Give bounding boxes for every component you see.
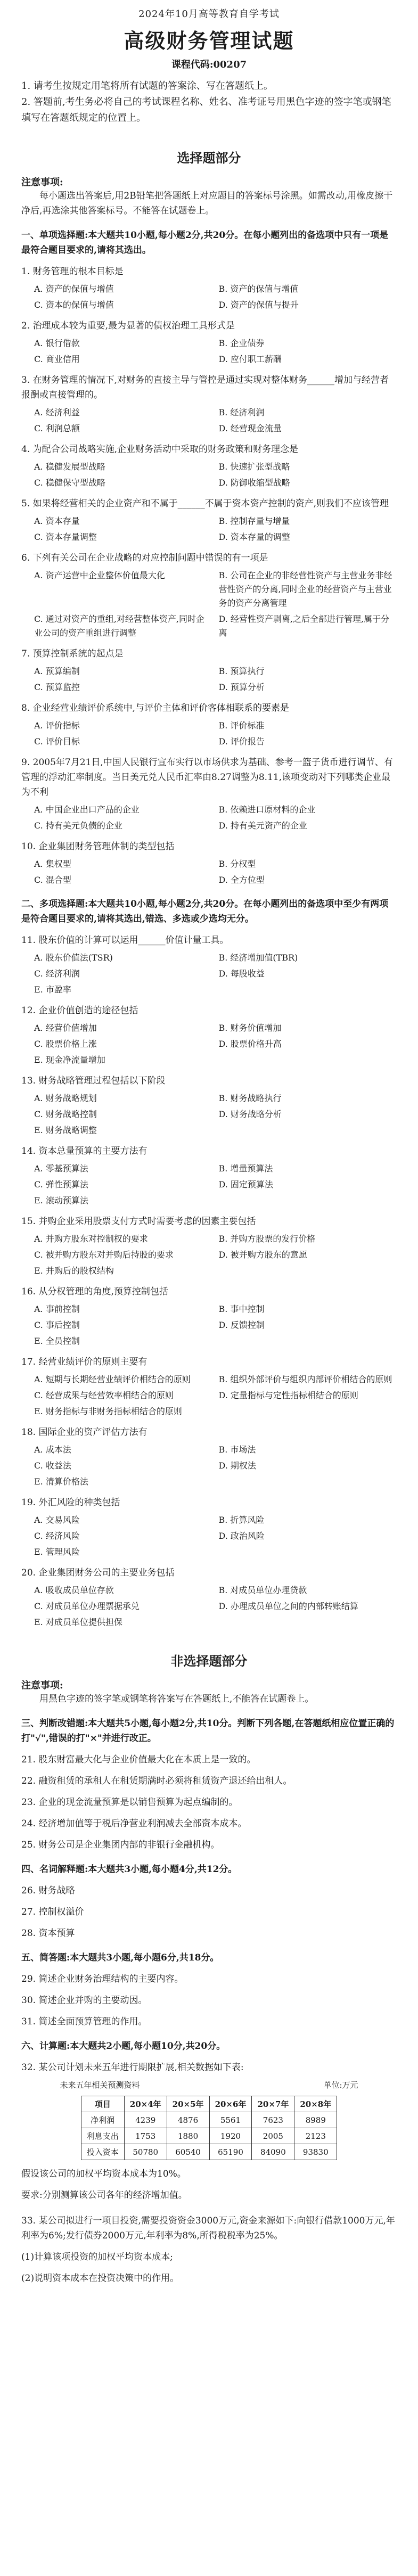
calc-2-req-2: (2)说明资本成本在投资决策中的作用。 xyxy=(21,2273,179,2284)
option: D. 经营现金流量 xyxy=(218,423,282,433)
option: A. 稳健发展型战略 xyxy=(34,462,105,472)
table-cell: 60540 xyxy=(167,2144,209,2160)
option: E. 对成员单位提供担保 xyxy=(34,1617,122,1627)
option: C. 经济利润 xyxy=(34,969,80,979)
exam-session: 2024年10月高等教育自学考试 xyxy=(138,9,280,20)
option: A. 事前控制 xyxy=(34,1304,80,1314)
short-list xyxy=(21,1972,397,2029)
table-header-cell: 20×6年 xyxy=(209,2096,252,2112)
option-list xyxy=(34,1373,397,1418)
option-list xyxy=(34,719,397,749)
option: B. 增量预算法 xyxy=(218,1163,273,1174)
attention-text: 每小题选出答案后,用2B铅笔把答题纸上对应题目的答案标号涂黑。如需改动,用橡皮擦干净后,再选涂其他答案标号。不能答在试题卷上。 xyxy=(21,191,393,216)
option: E. 滚动预算法 xyxy=(34,1195,88,1205)
option: B. 事中控制 xyxy=(218,1304,265,1314)
option: A. 零基预算法 xyxy=(34,1163,88,1174)
option: A. 经济利益 xyxy=(34,407,80,417)
term-item: 26. 财务战略 xyxy=(21,1885,75,1896)
table-cell: 65190 xyxy=(209,2144,252,2160)
option: A. 集权型 xyxy=(34,859,71,869)
judge-item: 21. 股东财富最大化与企业价值最大化在本质上是一致的。 xyxy=(21,1754,256,1765)
question xyxy=(21,1003,397,1067)
option-list xyxy=(34,1092,397,1137)
question-stem: 9. 2005年7月21日,中国人民银行宣布实行以市场供求为基础、参考一篮子货币进行调节、有管理的浮动汇率制度。当日美元兑人民币汇率由8.27调整为8.11,该项变动对下列哪类企业最为不利 xyxy=(21,757,393,798)
calc-1-stem: 32. 某公司计划未来五年进行期限扩展,相关数据如下表: xyxy=(21,2062,244,2073)
option: B. 市场法 xyxy=(218,1445,256,1455)
table-cell: 5561 xyxy=(209,2112,252,2128)
instructions xyxy=(21,78,397,126)
option-list xyxy=(34,1021,397,1067)
option: B. 对成员单位办理贷款 xyxy=(218,1585,307,1595)
option: C. 资本的保值与增值 xyxy=(34,300,114,310)
forecast-table xyxy=(81,2096,337,2160)
option: B. 经济利润 xyxy=(218,407,265,417)
question-stem: 1. 财务管理的根本目标是 xyxy=(21,266,124,277)
table-header-cell: 项目 xyxy=(81,2096,124,2112)
option: A. 财务战略规划 xyxy=(34,1093,97,1103)
option: C. 评价目标 xyxy=(34,736,80,746)
table-header-cell: 20×5年 xyxy=(167,2096,209,2112)
table-cell: 净利润 xyxy=(81,2112,124,2128)
option: D. 被并购方股东的意愿 xyxy=(218,1250,307,1260)
option-list xyxy=(34,1302,397,1348)
question xyxy=(21,839,397,887)
table-cell: 1920 xyxy=(209,2128,252,2144)
option: B. 评价标准 xyxy=(218,720,265,731)
option: D. 资本存量的调整 xyxy=(218,532,290,542)
question xyxy=(21,1495,397,1559)
question-stem: 10. 企业集团财务管理体制的类型包括 xyxy=(21,841,175,852)
table-header-row xyxy=(81,2096,337,2112)
option-list xyxy=(34,1513,397,1559)
calc-1-note-1: 假设该公司的加权平均资本成本为10%。 xyxy=(21,2169,186,2179)
option: B. 折算风险 xyxy=(218,1515,265,1525)
table-caption: 未来五年相关预测资料 xyxy=(60,2080,140,2090)
option: C. 弹性预算法 xyxy=(34,1179,88,1189)
option: D. 定量指标与定性指标相结合的原则 xyxy=(218,1390,358,1400)
option: D. 政治风险 xyxy=(218,1531,265,1541)
table-cell: 2123 xyxy=(294,2128,337,2144)
question-stem: 20. 企业集团财务公司的主要业务包括 xyxy=(21,1568,175,1578)
attention-title: 注意事项: xyxy=(21,177,63,188)
option: E. 并购后的股权结构 xyxy=(34,1266,114,1276)
option: B. 资产的保值与增值 xyxy=(218,284,299,294)
option: A. 成本法 xyxy=(34,1445,71,1455)
option: C. 通过对资产的重组,对经营整体资产,同时企业公司的资产重组进行调整 xyxy=(34,614,205,638)
option-list xyxy=(34,664,397,694)
calc-head: 六、计算题:本大题共2小题,每小题10分,共20分。 xyxy=(21,2041,226,2052)
question-stem: 13. 财务战略管理过程包括以下阶段 xyxy=(21,1076,166,1086)
question xyxy=(21,318,397,366)
question-stem: 5. 如果将经营相关的企业资产和不属于______不属于资本资产控制的资产,则我们不应该管理 xyxy=(21,498,389,509)
single-choice-list xyxy=(21,264,397,887)
question-stem: 14. 资本总量预算的主要方法有 xyxy=(21,1146,147,1156)
option: B. 快速扩张型战略 xyxy=(218,462,290,472)
option: C. 利润总额 xyxy=(34,423,80,433)
option: E. 现金净流量增加 xyxy=(34,1055,105,1065)
term-item: 27. 控制权溢价 xyxy=(21,1907,84,1917)
judge-item: 24. 经济增加值等于税后净营业利润减去全部资本成本。 xyxy=(21,1818,247,1829)
option: C. 混合型 xyxy=(34,875,71,885)
calc-2-stem: 33. 某公司拟进行一项目投资,需要投资资金3000万元,资金来源如下:向银行借款1000万元,年利率为6%;发行债券2000万元,年利率为8%,所得税税率为25%。 xyxy=(21,2216,395,2241)
question xyxy=(21,442,397,490)
judge-item: 22. 融资租赁的承租人在租赁期满时必须将租赁资产退还给出租人。 xyxy=(21,1776,292,1786)
calc-1-note-2: 要求:分别测算该公司各年的经济增加值。 xyxy=(21,2190,187,2201)
option: B. 公司在企业的非经营性资产与主营业务非经营性资产的分离,同时企业的经营资产与主营业务的资产分离管理 xyxy=(218,570,392,608)
option: D. 防御收缩型战略 xyxy=(218,478,290,488)
option: E. 清算价格法 xyxy=(34,1476,88,1487)
question-stem: 15. 并购企业采用股票支付方式时需要考虑的因素主要包括 xyxy=(21,1216,256,1227)
option: C. 被并购方股东对并购后持股的要求 xyxy=(34,1250,174,1260)
question-stem: 4. 为配合公司战略实施,企业财务活动中采取的财务政策和财务理念是 xyxy=(21,444,299,455)
option: C. 商业信用 xyxy=(34,354,80,364)
short-item: 30. 简述企业并购的主要动因。 xyxy=(21,1995,147,2006)
term-list xyxy=(21,1883,397,1941)
calc-2-req-1: (1)计算该项投资的加权平均资本成本; xyxy=(21,2252,173,2262)
option: C. 经济风险 xyxy=(34,1531,80,1541)
question-stem: 2. 治理成本较为重要,最为显著的债权治理工具形式是 xyxy=(21,321,235,331)
question xyxy=(21,1214,397,1278)
option: C. 资本存量调整 xyxy=(34,532,97,542)
table-row xyxy=(81,2112,337,2128)
option: A. 预算编制 xyxy=(34,666,80,676)
option: C. 经营成果与经营效率相结合的原则 xyxy=(34,1390,174,1400)
option: A. 吸收成员单位存款 xyxy=(34,1585,114,1595)
option: D. 经营性资产剥离,之后全部进行管理,属于分离 xyxy=(218,614,390,638)
table-cell: 8989 xyxy=(294,2112,337,2128)
table-cell: 2005 xyxy=(252,2128,294,2144)
table-header-cell: 20×8年 xyxy=(294,2096,337,2112)
option: E. 财务战略调整 xyxy=(34,1125,97,1135)
term-head: 四、名词解释题:本大题共3小题,每小题4分,共12分。 xyxy=(21,1864,237,1875)
question-stem: 3. 在财务管理的情况下,对财务的直接主导与管控是通过实现对整体财务______增加与经营者报酬或直接管理的。 xyxy=(21,375,389,400)
option: D. 固定预算法 xyxy=(218,1179,273,1189)
exam-title: 高级财务管理试题 xyxy=(124,29,294,53)
judge-head: 三、判断改错题:本大题共5小题,每小题2分,共10分。判断下列各题,在答题纸相应位置正确的打"√",错误的打"×"并进行改正。 xyxy=(21,1718,395,1744)
question-stem: 16. 从分权管理的角度,预算控制包括 xyxy=(21,1286,168,1297)
question xyxy=(21,373,397,436)
option: B. 分权型 xyxy=(218,859,256,869)
question xyxy=(21,1355,397,1418)
option-list xyxy=(34,951,397,997)
option: E. 全员控制 xyxy=(34,1336,80,1346)
table-cell: 投入资本 xyxy=(81,2144,124,2160)
option: A. 股东价值法(TSR) xyxy=(34,953,113,963)
option: B. 经济增加值(TBR) xyxy=(218,953,298,963)
option: C. 预算监控 xyxy=(34,682,80,692)
option-list xyxy=(34,514,397,544)
option: D. 全方位型 xyxy=(218,875,265,885)
option: D. 办理成员单位之间的内部转账结算 xyxy=(218,1601,358,1611)
attention-title-2: 注意事项: xyxy=(21,1680,63,1691)
option-list xyxy=(34,460,397,490)
question xyxy=(21,701,397,749)
option: D. 每股收益 xyxy=(218,969,265,979)
option-list xyxy=(34,1584,397,1629)
option: B. 财务战略执行 xyxy=(218,1093,282,1103)
question-stem: 19. 外汇风险的种类包括 xyxy=(21,1497,120,1508)
instruction-1: 1. 请考生按规定用笔将所有试题的答案涂、写在答题纸上。 xyxy=(21,80,273,92)
question-stem: 18. 国际企业的资产评估方法有 xyxy=(21,1427,147,1438)
option: B. 控制存量与增量 xyxy=(218,516,290,526)
multi-choice-list xyxy=(21,933,397,1629)
question-stem: 11. 股东价值的计算可以运用______价值计量工具。 xyxy=(21,935,229,946)
option: B. 财务价值增加 xyxy=(218,1023,282,1033)
option: B. 并购方股票的发行价格 xyxy=(218,1234,316,1244)
option: A. 资本存量 xyxy=(34,516,80,526)
short-item: 31. 简述全面预算管理的作用。 xyxy=(21,2016,147,2027)
attention-text-2: 用黑色字迹的签字笔或钢笔将答案写在答题纸上,不能答在试题卷上。 xyxy=(39,1694,314,1704)
question-stem: 17. 经营业绩评价的原则主要有 xyxy=(21,1357,147,1367)
option: D. 评价报告 xyxy=(218,736,265,746)
judge-item: 23. 企业的现金流量预算是以销售预算为起点编制的。 xyxy=(21,1797,238,1808)
option: B. 组织外部评价与组织内部评价相结合的原则 xyxy=(218,1374,392,1384)
option: A. 中国企业出口产品的企业 xyxy=(34,805,140,815)
table-cell: 84090 xyxy=(252,2144,294,2160)
option: A. 资产的保值与增值 xyxy=(34,284,114,294)
question xyxy=(21,264,397,312)
question xyxy=(21,646,397,694)
table-cell: 93830 xyxy=(294,2144,337,2160)
question xyxy=(21,1565,397,1629)
option: A. 交易风险 xyxy=(34,1515,80,1525)
option-list xyxy=(34,1232,397,1278)
option-list xyxy=(34,282,397,312)
option-list xyxy=(34,1162,397,1208)
table-cell: 1880 xyxy=(167,2128,209,2144)
option-list xyxy=(34,857,397,887)
question xyxy=(21,933,397,997)
question xyxy=(21,551,397,640)
option: D. 期权法 xyxy=(218,1461,256,1471)
option: C. 收益法 xyxy=(34,1461,71,1471)
option-list xyxy=(34,406,397,436)
instruction-2: 2. 答题前,考生务必将自己的考试课程名称、姓名、准考证号用黑色字迹的签字笔或钢笔填写在答题纸规定的位置上。 xyxy=(21,96,391,124)
option-list xyxy=(34,1443,397,1489)
question-stem: 8. 企业经营业绩评价系统中,与评价主体和评价客体相联系的要素是 xyxy=(21,703,290,713)
option: B. 预算执行 xyxy=(218,666,265,676)
option: A. 银行借款 xyxy=(34,338,80,348)
section-title-choice: 选择题部分 xyxy=(177,151,241,166)
term-item: 28. 资本预算 xyxy=(21,1928,75,1939)
table-cell: 50780 xyxy=(124,2144,167,2160)
question-stem: 6. 下列有关公司在企业战略的对应控制问题中错误的有一项是 xyxy=(21,553,268,563)
table-row xyxy=(81,2128,337,2144)
option: E. 市盈率 xyxy=(34,985,71,995)
option: C. 财务战略控制 xyxy=(34,1109,97,1119)
option: B. 企业债券 xyxy=(218,338,265,348)
option: D. 股票价格升高 xyxy=(218,1039,282,1049)
table-row xyxy=(81,2144,337,2160)
multi-choice-head: 二、多项选择题:本大题共10小题,每小题2分,共20分。在每小题列出的备选项中至少有两项是符合题目要求的,请将其选出,错选、多选或少选均无分。 xyxy=(21,899,389,924)
option: D. 预算分析 xyxy=(218,682,265,692)
short-head: 五、简答题:本大题共3小题,每小题6分,共18分。 xyxy=(21,1952,219,1963)
table-header-cell: 20×7年 xyxy=(252,2096,294,2112)
judge-list xyxy=(21,1752,397,1852)
table-cell: 4239 xyxy=(124,2112,167,2128)
option: C. 对成员单位办理票据承兑 xyxy=(34,1601,140,1611)
question xyxy=(21,1425,397,1489)
single-choice-head: 一、单项选择题:本大题共10小题,每小题2分,共20分。在每小题列出的备选项中只有一项是最符合题目要求的,请将其选出。 xyxy=(21,230,389,256)
option-list xyxy=(34,803,397,833)
option-list xyxy=(34,337,397,366)
option: A. 经营价值增加 xyxy=(34,1023,97,1033)
question xyxy=(21,1073,397,1137)
option: E. 管理风险 xyxy=(34,1547,80,1557)
question-stem: 7. 预算控制系统的起点是 xyxy=(21,649,124,659)
table-cell: 1753 xyxy=(124,2128,167,2144)
option: D. 持有美元资产的企业 xyxy=(218,821,307,831)
option: C. 事后控制 xyxy=(34,1320,80,1330)
table-cell: 利息支出 xyxy=(81,2128,124,2144)
option: D. 反馈控制 xyxy=(218,1320,265,1330)
course-code: 课程代码:00207 xyxy=(171,59,247,70)
judge-item: 25. 财务公司是企业集团内部的非银行金融机构。 xyxy=(21,1840,220,1850)
option: E. 财务指标与非财务指标相结合的原则 xyxy=(34,1406,182,1416)
option: C. 股票价格上涨 xyxy=(34,1039,97,1049)
option: D. 应付职工薪酬 xyxy=(218,354,282,364)
question-stem: 12. 企业价值创造的途径包括 xyxy=(21,1005,138,1016)
option: A. 资产运营中企业整体价值最大化 xyxy=(34,570,165,580)
question xyxy=(21,496,397,544)
option: A. 并购方股东对控制权的要求 xyxy=(34,1234,148,1244)
option: C. 稳健保守型战略 xyxy=(34,478,105,488)
option: B. 依赖进口原材料的企业 xyxy=(218,805,316,815)
table-cell: 4876 xyxy=(167,2112,209,2128)
option-list xyxy=(34,569,397,640)
table-header-cell: 20×4年 xyxy=(124,2096,167,2112)
option: C. 持有美元负债的企业 xyxy=(34,821,122,831)
question xyxy=(21,1284,397,1348)
option: D. 财务战略分析 xyxy=(218,1109,282,1119)
option: A. 短期与长期经营业绩评价相结合的原则 xyxy=(34,1374,191,1384)
option: A. 评价指标 xyxy=(34,720,80,731)
table-cell: 7623 xyxy=(252,2112,294,2128)
option: D. 资产的保值与提升 xyxy=(218,300,299,310)
question xyxy=(21,1144,397,1208)
short-item: 29. 简述企业财务治理结构的主要内容。 xyxy=(21,1974,184,1984)
table-unit: 单位:万元 xyxy=(323,2080,358,2090)
question xyxy=(21,755,397,833)
section-title-nonchoice: 非选择题部分 xyxy=(170,1654,248,1669)
